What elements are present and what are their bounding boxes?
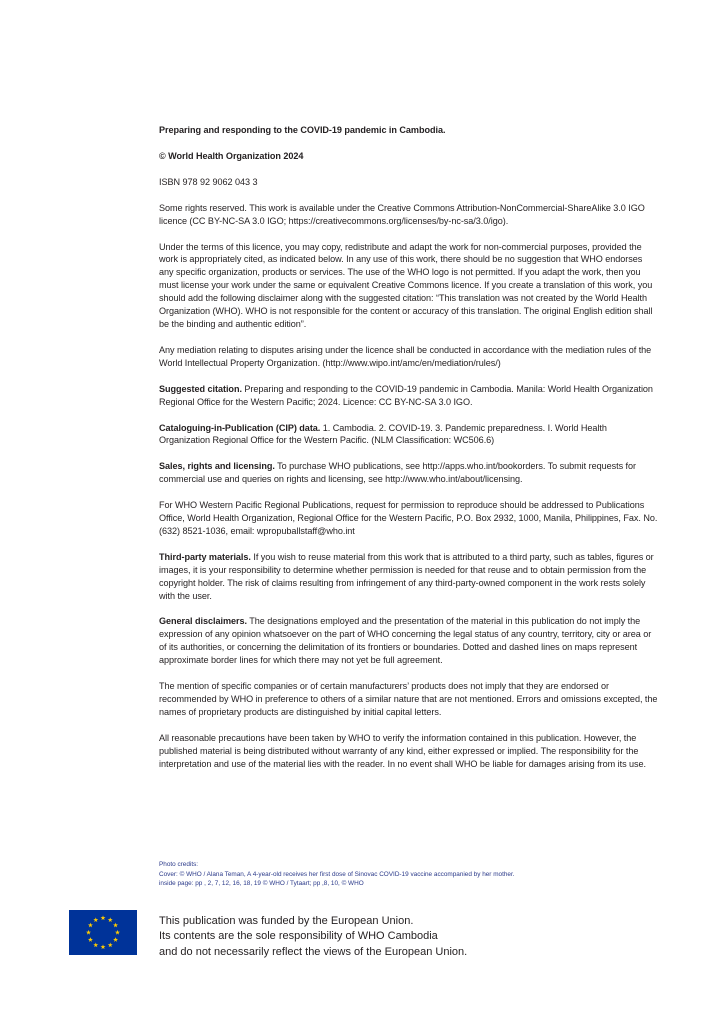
- eu-star-icon: [115, 930, 120, 935]
- third-party-paragraph: [159, 551, 659, 603]
- sales-text: To purchase WHO publications, see http://apps.who.int/bookorders. To submit requests for commercial use and queries on rights and licensing, see http://www.who.int/about/licensing.: [159, 461, 637, 485]
- companies-mention-paragraph: The mention of specific companies or of certain manufacturers’ products does not imply that they are endorsed or recommended by WHO in preference to others of a similar nature that are not mentioned. Errors and omissions excepted, the names of proprietary products are distinguished by initial capital letters.: [159, 681, 658, 717]
- regional-publications-paragraph: For WHO Western Pacific Regional Publications, request for permission to reproduce should be addressed to Publications Office, World Health Organization, Regional Office for the Western Pacific, P.O. Box 2932, 1000, Manila, Philippines, Fax. No. (632) 8521-1036, email: wpropuballstaff@who.int: [159, 500, 658, 536]
- photo-credits-inside: inside page: pp , 2, 7, 12, 16, 18, 19 © WHO / Tytaart; pp ,8, 10, © WHO: [159, 880, 364, 888]
- photo-credits-heading: Photo credits:: [159, 861, 199, 868]
- third-party-text: If you wish to reuse material from this work that is attributed to a third party, such as tables, figures or images, it is your responsibility to determine whether permission is needed for that reuse and to obtain permission from the copyright holder. The risk of claims resulting from infringement of any third-party-owned component in the work rests solely with the user.: [159, 551, 654, 601]
- eu-star-icon: [86, 930, 91, 935]
- general-disclaimers-label: General disclaimers.: [159, 616, 247, 627]
- eu-stars-graphic: [69, 910, 137, 955]
- cip-paragraph: [159, 422, 659, 448]
- general-disclaimers-paragraph: [159, 615, 659, 667]
- eu-star-icon: [108, 917, 113, 922]
- isbn-line: ISBN 978 92 9062 043 3: [159, 176, 258, 187]
- funding-line-1: This publication was funded by the European Union.: [159, 915, 414, 927]
- eu-star-icon: [93, 917, 98, 922]
- eu-star-icon: [88, 937, 93, 942]
- eu-star-icon: [113, 937, 118, 942]
- funding-statement: [159, 914, 579, 960]
- sales-label: Sales, rights and licensing.: [159, 461, 275, 472]
- eu-star-icon: [108, 942, 113, 947]
- sales-paragraph: [159, 460, 659, 486]
- general-disclaimers-text: The designations employed and the presentation of the material in this publication do not imply the expression of any opinion whatsoever on the part of WHO concerning the legal status of any country, territory, city or area or of its authorities, or concerning the delimitation of its frontiers or boundaries. Dotted and dashed lines on maps represent approximate border lines for which there may not yet be full agreement.: [159, 616, 652, 666]
- licence-terms-paragraph: Under the terms of this licence, you may copy, redistribute and adapt the work for non-commercial purposes, provided the work is appropriately cited, as indicated below. In any use of this work, there should be no suggestion that WHO endorses any specific organization, products or services. The use of the WHO logo is not permitted. If you adapt the work, then you must license your work under the same or equivalent Creative Commons licence. If you create a translation of this work, you should add the following disclaimer along with the suggested citation: “This translation was not created by the World Health Organization (WHO). WHO is not responsible for the content or accuracy of this translation. The original English edition shall be the binding and authentic edition”.: [159, 241, 653, 329]
- cip-label: Cataloguing-in-Publication (CIP) data.: [159, 422, 321, 433]
- eu-star-icon: [101, 915, 106, 920]
- precautions-paragraph: All reasonable precautions have been taken by WHO to verify the information contained in this publication. However, the published material is being distributed without warranty of any kind, either expressed or implied. The responsibility for the interpretation and use of the material lies with the reader. In no event shall WHO be liable for damages arising from its use.: [159, 732, 647, 769]
- funding-line-3: and do not necessarily reflect the views of the European Union.: [159, 945, 468, 958]
- eu-star-icon: [93, 942, 98, 947]
- photo-credits: [159, 860, 659, 889]
- eu-star-icon: [88, 923, 93, 928]
- imprint-page-body: [159, 124, 659, 784]
- rights-reserved-paragraph: Some rights reserved. This work is available under the Creative Commons Attribution-NonCommercial-ShareAlike 3.0 IGO licence (CC BY-NC-SA 3.0 IGO; https://creativecommons.org/licenses/by-nc-sa/3.0/igo).: [159, 202, 645, 226]
- eu-flag-icon: [69, 910, 137, 955]
- eu-star-icon: [101, 944, 106, 949]
- copyright-line: © World Health Organization 2024: [159, 150, 304, 161]
- mediation-paragraph: Any mediation relating to disputes arising under the licence shall be conducted in accordance with the mediation rules of the World Intellectual Property Organization. (http://www.wipo.int/amc/en/mediation/rules/): [159, 344, 652, 368]
- suggested-citation-label: Suggested citation.: [159, 383, 242, 394]
- suggested-citation-text: Preparing and responding to the COVID-19 pandemic in Cambodia. Manila: World Health Organization Regional Office for the Western Pacific; 2024. Licence: CC BY-NC-SA 3.0 IGO.: [159, 383, 653, 407]
- cip-text: 1. Cambodia. 2. COVID-19. 3. Pandemic preparedness. I. World Health Organization Regional Office for the Western Pacific. (NLM Classification: WC506.6): [159, 422, 607, 446]
- eu-star-icon: [113, 923, 118, 928]
- photo-credits-cover: Cover: © WHO / Alana Teman, A 4-year-old receives her first dose of Sinovac COVID-19 vaccine accompanied by her mother.: [159, 870, 515, 878]
- third-party-label: Third-party materials.: [159, 551, 251, 562]
- suggested-citation-paragraph: [159, 383, 659, 409]
- funding-line-2: Its contents are the sole responsibility of WHO Cambodia: [159, 930, 438, 943]
- document-title: Preparing and responding to the COVID-19 pandemic in Cambodia.: [159, 125, 446, 135]
